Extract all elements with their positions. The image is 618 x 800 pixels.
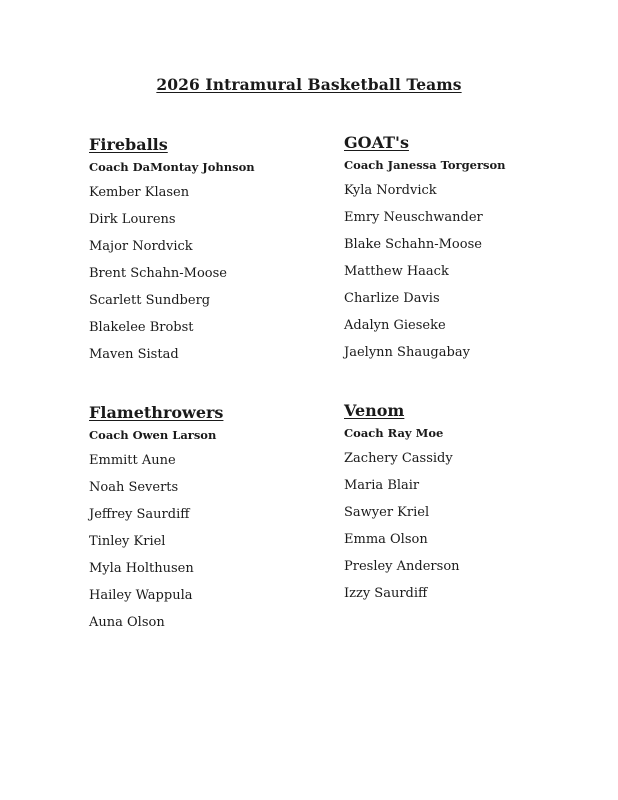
team-flamethrowers	[89, 401, 223, 640]
player-name: Emry Neuschwander	[344, 210, 483, 225]
player-name: Emmitt Aune	[89, 453, 176, 468]
player-name: Sawyer Kriel	[344, 505, 430, 520]
player-name: Hailey Wappula	[89, 588, 193, 603]
page-title: 2026 Intramural Basketball Teams	[156, 75, 462, 94]
team-venom	[344, 399, 460, 611]
player-list	[344, 181, 506, 370]
player-name: Presley Anderson	[344, 559, 460, 574]
player-name: Izzy Saurdiff	[344, 586, 428, 601]
player-name: Kember Klasen	[89, 185, 190, 200]
player-name: Maven Sistad	[89, 347, 179, 362]
player-name: Jaelynn Shaugabay	[344, 345, 470, 360]
coach-name: Coach Ray Moe	[344, 426, 444, 440]
player-name: Adalyn Gieseke	[344, 318, 446, 333]
coach-name: Coach Janessa Torgerson	[344, 158, 506, 172]
player-name: Zachery Cassidy	[344, 451, 453, 466]
player-name: Dirk Lourens	[89, 212, 176, 227]
player-name: Emma Olson	[344, 532, 428, 547]
player-name: Auna Olson	[89, 615, 165, 630]
player-name: Myla Holthusen	[89, 561, 194, 576]
team-name: Flamethrowers	[89, 403, 224, 422]
player-name: Major Nordvick	[89, 239, 193, 254]
team-name: Fireballs	[89, 135, 168, 154]
player-name: Blakelee Brobst	[89, 320, 194, 335]
player-name: Blake Schahn-Moose	[344, 237, 482, 252]
player-name: Jeffrey Saurdiff	[89, 507, 190, 522]
team-goats	[344, 131, 506, 370]
player-name: Maria Blair	[344, 478, 420, 493]
player-name: Noah Severts	[89, 480, 179, 495]
coach-name: Coach Owen Larson	[89, 428, 217, 442]
player-name: Charlize Davis	[344, 291, 440, 306]
player-name: Brent Schahn-Moose	[89, 266, 227, 281]
player-name: Kyla Nordvick	[344, 183, 437, 198]
player-name: Scarlett Sundberg	[89, 293, 211, 308]
player-name: Matthew Haack	[344, 264, 449, 279]
player-list	[89, 451, 223, 640]
player-name: Tinley Kriel	[89, 534, 166, 549]
player-list	[89, 183, 255, 372]
player-list	[344, 449, 460, 611]
coach-name: Coach DaMontay Johnson	[89, 160, 255, 174]
team-fireballs	[89, 133, 255, 372]
team-name: Venom	[344, 401, 405, 420]
team-name: GOAT's	[344, 133, 409, 152]
